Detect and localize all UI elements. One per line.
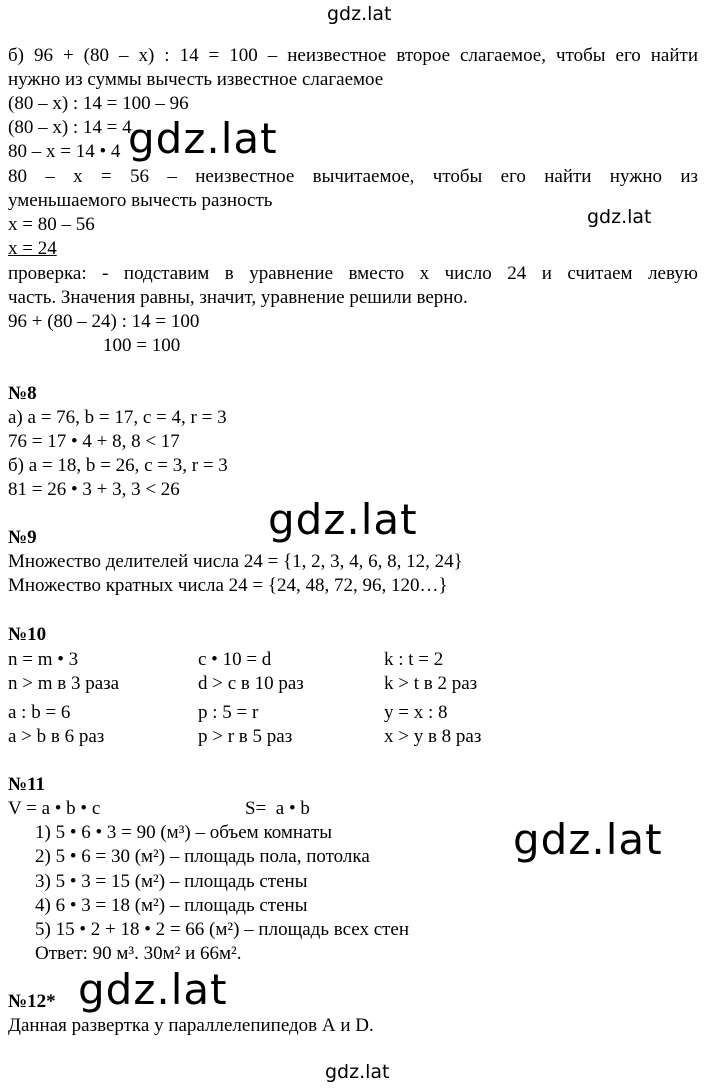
task10-cell: n = m • 3 <box>8 649 79 670</box>
task10-cell: k : t = 2 <box>384 649 444 670</box>
watermark-big-1: gdz.lat <box>128 114 278 163</box>
part-b-line-5: 80 – x = 14 • 4 <box>8 141 121 162</box>
task11-item: 3) 5 • 3 = 15 (м²) – площадь стены <box>35 871 308 892</box>
task8-a: а) a = 76, b = 17, c = 4, r = 3 <box>8 407 227 428</box>
task11-formula-area: S= a • b <box>245 798 310 819</box>
task9-divisors: Множество делителей числа 24 = {1, 2, 3, 4, 6, 8, 12, 24} <box>8 551 463 572</box>
task8-title: №8 <box>8 383 37 404</box>
watermark-bottom: gdz.lat <box>325 1061 390 1083</box>
part-b-line-2: нужно из суммы вычесть известное слагаемое <box>8 69 384 90</box>
task10-cell: n > m в 3 раза <box>8 673 120 694</box>
part-b-answer: x = 24 <box>8 238 57 259</box>
task9-multiples: Множество кратных числа 24 = {24, 48, 72, 96, 120…} <box>8 575 448 596</box>
task11-formula-volume: V = a • b • c <box>8 798 101 819</box>
watermark-big-3: gdz.lat <box>513 815 663 864</box>
task8-b-eq: 81 = 26 • 3 + 3, 3 < 26 <box>8 479 180 500</box>
part-b-line-3: (80 – x) : 14 = 100 – 96 <box>8 93 189 114</box>
task10-cell: p > r в 5 раз <box>198 726 293 747</box>
task11-title: №11 <box>8 774 46 795</box>
task11-item: 2) 5 • 6 = 30 (м²) – площадь пола, потолка <box>35 846 370 867</box>
task12-text: Данная развертка у параллелепипедов А и D. <box>8 1015 374 1036</box>
part-b-line-6: 80 – x = 56 – неизвестное вычитаемое, чтобы его найти нужно из <box>8 166 698 187</box>
task10-cell: k > t в 2 раз <box>384 673 478 694</box>
task10-cell: x > y в 8 раз <box>384 726 482 747</box>
part-b-line-7: уменьшаемого вычесть разность <box>8 190 273 211</box>
part-b-check-line-1: проверка: - подставим в уравнение вместо x число 24 и считаем левую <box>8 263 698 284</box>
part-b-line-1: б) 96 + (80 – x) : 14 = 100 – неизвестное второе слагаемое, чтобы его найти <box>8 45 698 66</box>
watermark-top: gdz.lat <box>327 3 392 25</box>
task11-item: 1) 5 • 6 • 3 = 90 (м³) – объем комнаты <box>35 822 333 843</box>
task8-a-eq: 76 = 17 • 4 + 8, 8 < 17 <box>8 431 180 452</box>
task11-answer: Ответ: 90 м³. 30м² и 66м². <box>35 943 242 964</box>
task8-b: б) a = 18, b = 26, c = 3, r = 3 <box>8 455 228 476</box>
task10-cell: a > b в 6 раз <box>8 726 105 747</box>
task10-title: №10 <box>8 624 47 645</box>
task12-title: №12* <box>8 991 56 1012</box>
task10-cell: d > c в 10 раз <box>198 673 304 694</box>
task10-cell: y = x : 8 <box>384 702 448 723</box>
task9-title: №9 <box>8 527 37 548</box>
task10-cell: a : b = 6 <box>8 702 71 723</box>
part-b-line-4: (80 – x) : 14 = 4 <box>8 117 132 138</box>
task10-cell: p : 5 = r <box>198 702 259 723</box>
part-b-check-eq-2: 100 = 100 <box>103 335 181 356</box>
watermark-mid-right: gdz.lat <box>587 206 652 228</box>
task11-item: 4) 6 • 3 = 18 (м²) – площадь стены <box>35 895 308 916</box>
watermark-big-4: gdz.lat <box>78 965 228 1014</box>
watermark-big-2: gdz.lat <box>268 495 418 544</box>
part-b-check-eq-1: 96 + (80 – 24) : 14 = 100 <box>8 311 200 332</box>
task10-cell: c • 10 = d <box>198 649 272 670</box>
part-b-check-line-2: часть. Значения равны, значит, уравнение решили верно. <box>8 287 468 308</box>
task11-item: 5) 15 • 2 + 18 • 2 = 66 (м²) – площадь всех стен <box>35 919 410 940</box>
part-b-line-8: x = 80 – 56 <box>8 214 95 235</box>
